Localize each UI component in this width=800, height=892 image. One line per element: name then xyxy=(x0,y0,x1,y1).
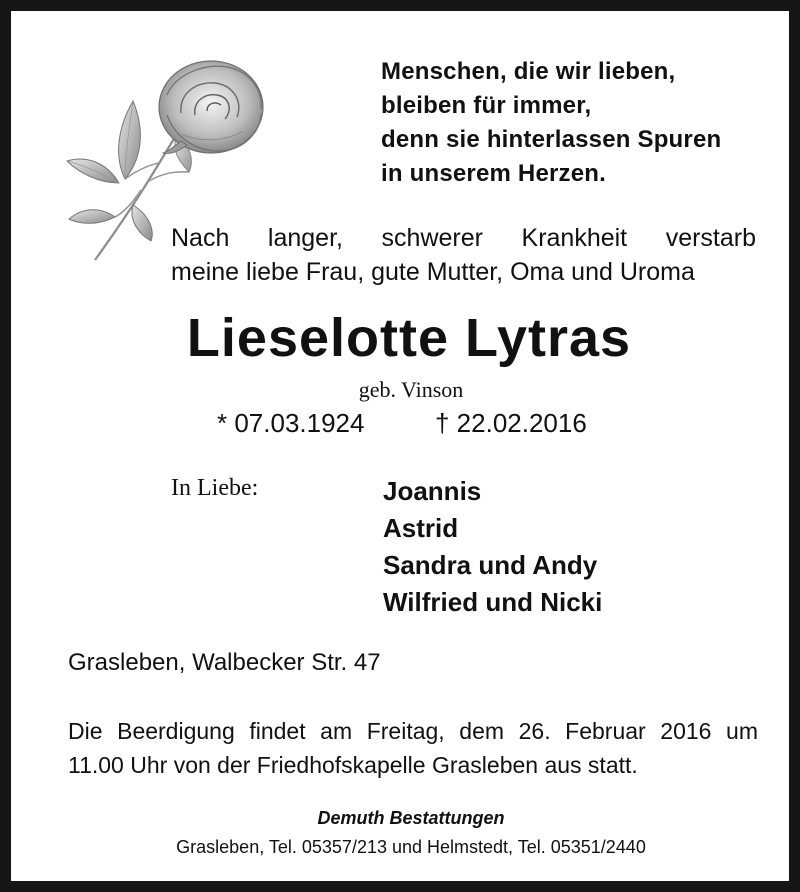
maiden-name-text: geb. Vinson xyxy=(358,377,464,402)
mourner-name: Joannis xyxy=(383,476,482,506)
announcement-line-2: meine liebe Frau, gute Mutter, Oma und Uroma xyxy=(171,258,695,286)
funeral-line-2: 11.00 Uhr von der Friedhofskapelle Grasleben aus statt. xyxy=(68,752,638,778)
birth-date: * 07.03.1924 xyxy=(217,408,365,438)
undertaker-name: Demuth Bestattungen xyxy=(317,808,505,828)
mourner-name: Astrid xyxy=(383,513,459,543)
poem-line: bleiben für immer, xyxy=(381,92,592,119)
announcement-line-1: Nach langer, schwerer Krankheit verstarb xyxy=(171,224,756,252)
deceased-name-text: Lieselotte Lytras xyxy=(186,308,632,368)
mourner-name: Wilfried und Nicki xyxy=(383,587,603,617)
death-date: † 22.02.2016 xyxy=(435,408,587,438)
mourners-label: In Liebe: xyxy=(171,475,259,501)
funeral-info xyxy=(68,714,758,782)
poem-line: in unserem Herzen. xyxy=(381,160,607,187)
undertaker-contact: Grasleben, Tel. 05357/213 und Helmstedt, Tel. 05351/2440 xyxy=(176,837,646,857)
funeral-line-1: Die Beerdigung findet am Freitag, dem 26. Februar 2016 um xyxy=(68,718,758,744)
mourners-list xyxy=(383,473,602,621)
deceased-name xyxy=(11,307,800,369)
address: Grasleben, Walbecker Str. 47 xyxy=(68,649,381,676)
poem-line: denn sie hinterlassen Spuren xyxy=(381,126,722,153)
maiden-name xyxy=(11,377,800,403)
announcement-text xyxy=(171,221,756,289)
poem-line: Menschen, die wir lieben, xyxy=(381,58,676,85)
mourner-name: Sandra und Andy xyxy=(383,550,598,580)
poem xyxy=(381,55,721,191)
